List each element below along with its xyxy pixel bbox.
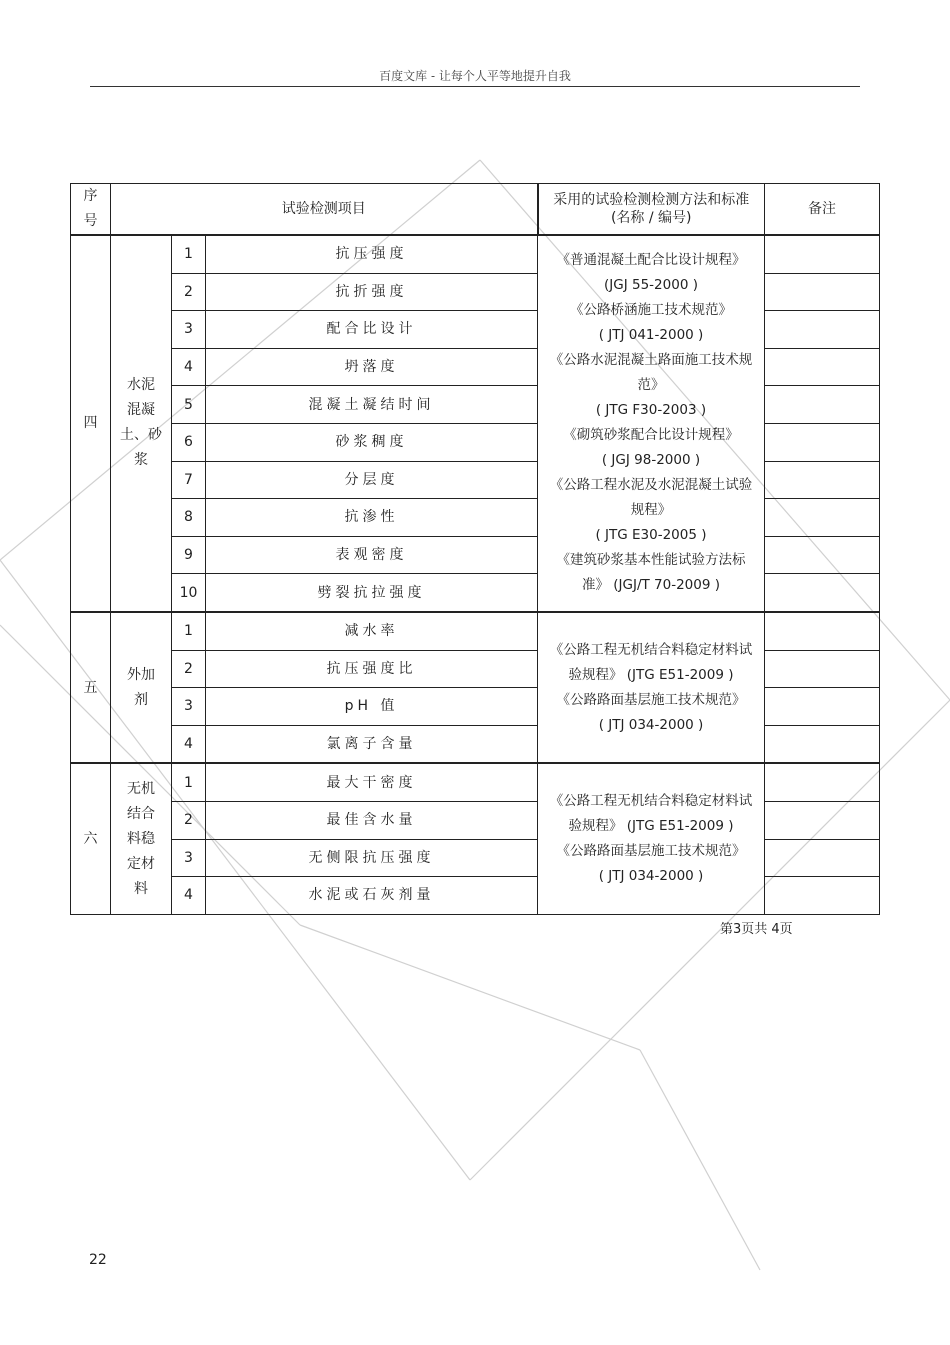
item-remark — [765, 386, 880, 424]
section-standards: 《公路工程无机结合料稳定材料试验规程》 (JTG E51-2009 ) 《公路路面基层施工技术规范》 ( JTJ 034-2000 ) — [538, 612, 765, 763]
header-method — [538, 184, 765, 236]
table-row — [71, 612, 880, 650]
item-remark — [765, 499, 880, 537]
header-method-line2: (名称 / 编号) — [610, 210, 692, 226]
item-number: 5 — [172, 386, 206, 424]
item-number: 2 — [172, 801, 206, 839]
item-number: 1 — [172, 235, 206, 273]
table-row — [71, 235, 880, 273]
item-number: 3 — [172, 311, 206, 349]
item-remark — [765, 461, 880, 499]
item-remark — [765, 801, 880, 839]
page-number: 22 — [89, 1252, 107, 1268]
section-category: 水泥 混凝 土、砂 浆 — [111, 235, 172, 612]
item-name: 分层度 — [206, 461, 538, 499]
section-standards: 《普通混凝土配合比设计规程》 (JGJ 55-2000 ) 《公路桥涵施工技术规范》 ( JTJ 041-2000 ) 《公路水泥混凝土路面施工技术规范》 ( JTG F30-2003 ) 《砌筑砂浆配合比设计规程》 ( JGJ 98-2000 ) 《公路工程水泥及水泥混凝土试验规程》 ( JTG E30-2005 ) 《建筑砂浆基本性能试验方法标准》 (JGJ/T 70-2009 ) — [538, 235, 765, 612]
item-remark — [765, 839, 880, 877]
table-header-row — [71, 184, 880, 236]
item-name: 最佳含水量 — [206, 801, 538, 839]
section-seq: 四 — [71, 235, 111, 612]
item-name: 减水率 — [206, 612, 538, 650]
item-number: 4 — [172, 725, 206, 763]
item-remark — [765, 536, 880, 574]
item-name: pH 值 — [206, 688, 538, 726]
item-number: 4 — [172, 348, 206, 386]
page-header: 百度文库 - 让每个人平等地提升自我 — [379, 69, 571, 83]
item-name: 抗折强度 — [206, 273, 538, 311]
item-remark — [765, 763, 880, 801]
item-remark — [765, 725, 880, 763]
item-number: 3 — [172, 688, 206, 726]
item-name: 无侧限抗压强度 — [206, 839, 538, 877]
section-standards: 《公路工程无机结合料稳定材料试验规程》 (JTG E51-2009 ) 《公路路面基层施工技术规范》 ( JTJ 034-2000 ) — [538, 763, 765, 914]
item-number: 1 — [172, 763, 206, 801]
item-name: 抗压强度比 — [206, 650, 538, 688]
item-remark — [765, 650, 880, 688]
item-remark — [765, 688, 880, 726]
item-number: 10 — [172, 574, 206, 612]
header-remark: 备注 — [765, 184, 880, 236]
item-remark — [765, 348, 880, 386]
table-row — [71, 763, 880, 801]
item-remark — [765, 235, 880, 273]
section-seq: 五 — [71, 612, 111, 763]
item-number: 2 — [172, 273, 206, 311]
item-remark — [765, 273, 880, 311]
item-name: 抗压强度 — [206, 235, 538, 273]
item-name: 表观密度 — [206, 536, 538, 574]
section-seq: 六 — [71, 763, 111, 914]
item-number: 6 — [172, 423, 206, 461]
item-remark — [765, 877, 880, 915]
item-name: 氯离子含量 — [206, 725, 538, 763]
item-remark — [765, 574, 880, 612]
item-name: 砂浆稠度 — [206, 423, 538, 461]
item-number: 3 — [172, 839, 206, 877]
item-remark — [765, 612, 880, 650]
header-divider — [90, 86, 860, 87]
section-category: 无机 结合 料稳 定材 料 — [111, 763, 172, 914]
item-remark — [765, 423, 880, 461]
header-seq: 序 号 — [71, 184, 111, 236]
item-name: 最大干密度 — [206, 763, 538, 801]
section-category: 外加 剂 — [111, 612, 172, 763]
item-remark — [765, 311, 880, 349]
item-name: 抗渗性 — [206, 499, 538, 537]
item-number: 1 — [172, 612, 206, 650]
item-number: 9 — [172, 536, 206, 574]
header-method-line1: 采用的试验检测检测方法和标准 — [553, 191, 750, 208]
item-number: 4 — [172, 877, 206, 915]
item-name: 坍落度 — [206, 348, 538, 386]
item-name: 混凝土凝结时间 — [206, 386, 538, 424]
test-items-table — [70, 183, 880, 915]
header-item: 试验检测项目 — [111, 184, 538, 236]
item-number: 7 — [172, 461, 206, 499]
page-info: 第3页共 4页 — [720, 922, 793, 937]
item-name: 劈裂抗拉强度 — [206, 574, 538, 612]
item-number: 8 — [172, 499, 206, 537]
item-number: 2 — [172, 650, 206, 688]
item-name: 水泥或石灰剂量 — [206, 877, 538, 915]
table-body — [71, 235, 880, 914]
item-name: 配合比设计 — [206, 311, 538, 349]
